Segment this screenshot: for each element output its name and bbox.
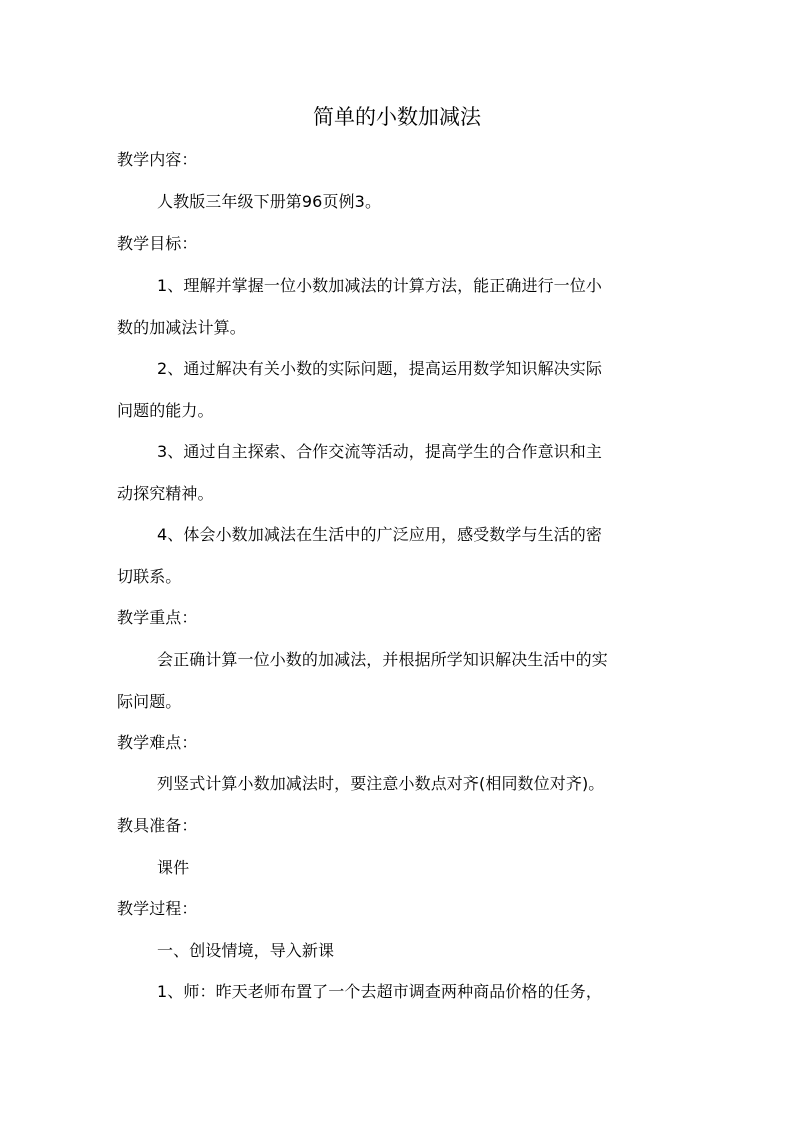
heading-teaching-difficulty: 教学难点：: [117, 733, 198, 752]
heading-teaching-process: 教学过程：: [117, 899, 198, 918]
paragraph-line: 列竖式计算小数加减法时，要注意小数点对齐(相同数位对齐)。: [157, 774, 605, 793]
document-title: 简单的小数加减法: [313, 105, 481, 129]
paragraph-line: 课件: [157, 858, 190, 877]
paragraph-line: 数的加减法计算。: [117, 318, 246, 337]
heading-teaching-goals: 教学目标：: [117, 234, 198, 253]
paragraph-line: 问题的能力。: [117, 401, 214, 420]
paragraph-line: 切联系。: [117, 567, 182, 586]
paragraph-line: 际问题。: [117, 692, 182, 711]
paragraph-line: 3、通过自主探索、合作交流等活动，提高学生的合作意识和主: [157, 442, 602, 461]
paragraph-line: 一、创设情境，导入新课: [157, 941, 335, 960]
heading-teaching-aids: 教具准备：: [117, 816, 198, 835]
paragraph-line: 1、理解并掌握一位小数加减法的计算方法，能正确进行一位小: [157, 276, 602, 295]
paragraph-line: 人教版三年级下册第96页例3。: [157, 192, 382, 211]
paragraph-line: 动探究精神。: [117, 484, 214, 503]
heading-teaching-content: 教学内容：: [117, 150, 198, 169]
paragraph-line: 4、体会小数加减法在生活中的广泛应用，感受数学与生活的密: [157, 525, 602, 544]
paragraph-line: 会正确计算一位小数的加减法，并根据所学知识解决生活中的实: [157, 650, 608, 669]
paragraph-line: 1、师：昨天老师布置了一个去超市调查两种商品价格的任务，: [157, 982, 602, 1001]
heading-teaching-focus: 教学重点：: [117, 608, 198, 627]
paragraph-line: 2、通过解决有关小数的实际问题，提高运用数学知识解决实际: [157, 359, 602, 378]
